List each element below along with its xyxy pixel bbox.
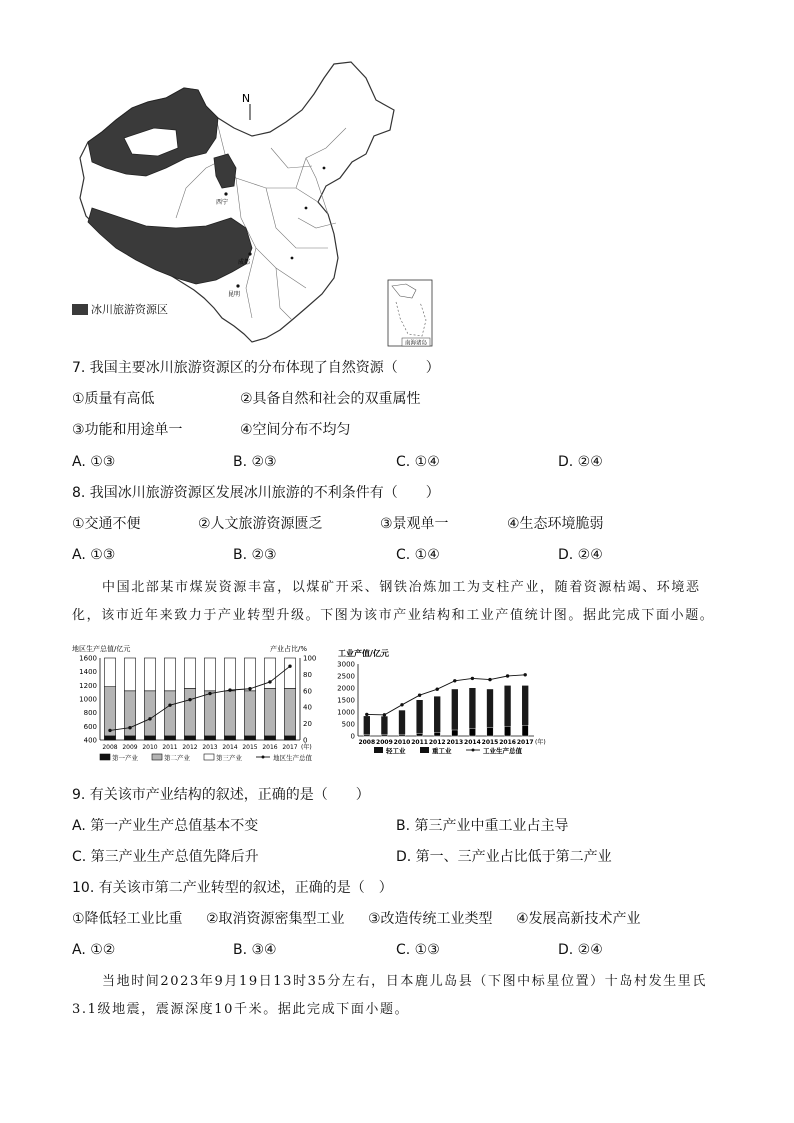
gdp-point (148, 717, 151, 720)
q9-option-d[interactable]: D. 第一、三产业占比低于第二产业 (396, 849, 612, 865)
city-label: 西宁 (216, 199, 229, 206)
bar-轻工业 (364, 735, 370, 736)
q7-stem: 7. 我国主要冰川旅游资源区的分布体现了自然资源（ ） (72, 360, 440, 376)
x-tick-label: 2016 (262, 744, 278, 751)
y-tick-label: 400 (83, 736, 97, 745)
y-tick-label: 1600 (79, 654, 97, 663)
total-output-point (436, 688, 439, 691)
city-dot (305, 207, 308, 210)
china-outline (80, 62, 394, 342)
bar-第二产业 (104, 687, 115, 736)
legend-marker (262, 756, 265, 759)
legend-label: 工业生产总值 (483, 747, 522, 755)
q9-option-b[interactable]: B. 第三产业中重工业占主导 (396, 818, 569, 834)
legend-swatch (152, 754, 162, 760)
city-label: 昆明 (228, 291, 241, 298)
q10-option-c[interactable]: C. ①③ (396, 942, 440, 958)
city-dot (323, 167, 326, 170)
y-tick-label: 1400 (79, 668, 97, 677)
q9-stem: 9. 有关该市产业结构的叙述，正确的是（ ） (72, 787, 370, 803)
q8-statement: ③景观单一 (380, 516, 449, 532)
x-tick-label: 2012 (428, 739, 446, 746)
q9-option-c[interactable]: C. 第三产业生产总值先降后升 (72, 849, 259, 865)
x-tick-label: 2013 (446, 739, 464, 746)
y-tick-label: 0 (350, 732, 355, 741)
q9-option-a[interactable]: A. 第一产业生产总值基本不变 (72, 818, 259, 834)
gdp-point (108, 729, 111, 732)
legend-swatch (374, 747, 383, 753)
gdp-point (168, 703, 171, 706)
gdp-point (208, 692, 211, 695)
bar-第一产业 (104, 736, 115, 740)
x-tick-label: 2010 (393, 739, 411, 746)
y-tick-label: 3000 (337, 660, 355, 669)
total-output-point (471, 677, 474, 680)
q8-statement: ②人文旅游资源匮乏 (198, 516, 323, 532)
city-dot (248, 252, 251, 255)
x-tick-label: 2014 (222, 744, 238, 751)
gdp-point (188, 698, 191, 701)
total-output-point (453, 679, 456, 682)
bar-轻工业 (522, 725, 528, 736)
q10-statement: ②取消资源密集型工业 (206, 911, 345, 927)
q8-stem: 8. 我国冰川旅游资源区发展冰川旅游的不利条件有（ ） (72, 485, 440, 501)
x-tick-label: 2011 (162, 744, 178, 751)
x-tick-label: 2017 (516, 739, 534, 746)
bar-第三产业 (204, 658, 215, 691)
total-output-point (400, 703, 403, 706)
bar-第二产业 (164, 691, 175, 736)
bar-重工业 (364, 716, 370, 736)
bar-重工业 (381, 716, 387, 736)
total-output-line (367, 675, 525, 715)
bar-第一产业 (244, 736, 255, 740)
passage-earthquake: 当地时间2023年9月19日13时35分左右，日本鹿儿岛县（下图中标星位置）十岛村发生里氏3.1级地震，震源深度10千米。据此完成下面小题。 (72, 974, 707, 1017)
q7-statement: ③功能和用途单一 (72, 422, 183, 438)
bar-第一产业 (204, 736, 215, 740)
x-tick-label: 2008 (358, 739, 376, 746)
x-axis-label: (年) (535, 739, 546, 746)
total-output-point (488, 678, 491, 681)
bar-重工业 (416, 700, 422, 736)
q8-option-d[interactable]: D. ②④ (558, 547, 603, 563)
q10-option-d[interactable]: D. ②④ (558, 942, 603, 958)
total-output-point (418, 694, 421, 697)
legend-swatch (420, 747, 429, 753)
y2-tick-label: 100 (303, 654, 317, 663)
q10-option-a[interactable]: A. ①② (72, 942, 116, 958)
y-tick-label: 500 (341, 720, 355, 729)
legend-label: 冰川旅游资源区 (91, 303, 168, 316)
bar-轻工业 (381, 735, 387, 736)
x-tick-label: 2012 (182, 744, 198, 751)
gdp-point (268, 680, 271, 683)
bar-第三产业 (104, 658, 115, 687)
y2-tick-label: 40 (303, 703, 312, 712)
north-label: N (241, 92, 251, 105)
city-label: 成都 (238, 259, 251, 266)
gdp-line (110, 666, 290, 730)
q8-option-a[interactable]: A. ①③ (72, 547, 116, 563)
bar-第三产业 (164, 658, 175, 691)
y-tick-label: 1500 (337, 696, 355, 705)
bar-第二产业 (204, 691, 215, 736)
x-axis-label: (年) (301, 744, 312, 751)
bar-第二产业 (224, 691, 235, 736)
total-output-point (506, 674, 509, 677)
y-axis-label: 地区生产总值/亿元 (72, 645, 131, 653)
bar-第二产业 (244, 691, 255, 736)
q8-statement: ①交通不便 (72, 516, 141, 532)
y-tick-label: 2000 (337, 684, 355, 693)
y2-tick-label: 80 (303, 670, 312, 679)
bar-第三产业 (264, 658, 275, 688)
x-tick-label: 2017 (282, 744, 298, 751)
bar-轻工业 (416, 734, 422, 736)
bar-第一产业 (124, 736, 135, 740)
legend-label: 轻工业 (386, 747, 406, 755)
legend-swatch (204, 754, 214, 760)
x-tick-label: 2010 (142, 744, 158, 751)
bar-第二产业 (284, 688, 295, 736)
y-tick-label: 1000 (337, 708, 355, 717)
q8-option-b[interactable]: B. ②③ (233, 547, 277, 563)
gdp-point (128, 726, 131, 729)
legend-label: 第一产业 (112, 754, 138, 762)
y2-tick-label: 20 (303, 720, 312, 729)
y-tick-label: 800 (83, 709, 97, 718)
industrial-output-chart (334, 644, 544, 758)
q7-option-d[interactable]: D. ②④ (558, 454, 603, 470)
inset-label: 南海诸岛 (404, 340, 428, 347)
x-tick-label: 2009 (376, 739, 393, 746)
city-dot (291, 257, 294, 260)
x-tick-label: 2009 (122, 744, 138, 751)
bar-第一产业 (224, 736, 235, 740)
bar-轻工业 (504, 726, 510, 736)
q7-statement: ①质量有高低 (72, 391, 155, 407)
bar-第一产业 (164, 736, 175, 740)
industry-structure-chart (70, 642, 360, 768)
q7-option-b[interactable]: B. ②③ (233, 454, 277, 470)
total-output-point (383, 713, 386, 716)
bar-第三产业 (284, 658, 295, 688)
legend-label: 第三产业 (216, 754, 242, 762)
y-axis-label: 工业产值/亿元 (338, 649, 389, 658)
x-tick-label: 2014 (464, 739, 481, 746)
q10-statement: ④发展高新技术产业 (516, 911, 641, 927)
bar-第三产业 (124, 658, 135, 691)
q7-statement: ④空间分布不均匀 (240, 422, 351, 438)
y2-tick-label: 0 (303, 736, 308, 745)
x-tick-label: 2013 (202, 744, 218, 751)
gdp-point (228, 688, 231, 691)
bar-第二产业 (184, 688, 195, 736)
bar-轻工业 (487, 728, 493, 736)
q10-statement: ①降低轻工业比重 (72, 911, 183, 927)
bar-重工业 (452, 689, 458, 736)
bar-轻工业 (452, 730, 458, 736)
passage-industry: 中国北部某市煤炭资源丰富，以煤矿开采、钢铁冶炼加工为支柱产业，随着资源枯竭、环境恶化，该市近年来致力于产业转型升级。下图为该市产业结构和工业产值统计图。据此完成下面小题。 (72, 580, 715, 623)
bar-第二产业 (144, 691, 155, 736)
legend-marker (472, 749, 475, 752)
gdp-point (248, 687, 251, 690)
bar-第一产业 (184, 736, 195, 740)
south-china-sea-inset (388, 280, 432, 346)
y2-axis-label: 产业占比/% (270, 645, 308, 653)
y-tick-label: 1200 (79, 681, 97, 690)
bar-重工业 (434, 696, 440, 736)
bar-第一产业 (264, 736, 275, 740)
bar-第一产业 (284, 736, 295, 740)
gdp-point (288, 665, 291, 668)
legend-label: 第二产业 (164, 754, 190, 762)
legend-label: 地区生产总值 (273, 754, 312, 762)
q8-option-c[interactable]: C. ①④ (396, 547, 440, 563)
y-tick-label: 2500 (337, 672, 355, 681)
bar-轻工业 (469, 729, 475, 736)
legend-swatch (100, 754, 110, 760)
q7-option-a[interactable]: A. ①③ (72, 454, 116, 470)
bar-第三产业 (184, 658, 195, 688)
q10-option-b[interactable]: B. ③④ (233, 942, 277, 958)
bar-轻工业 (434, 732, 440, 736)
bar-第一产业 (144, 736, 155, 740)
q7-option-c[interactable]: C. ①④ (396, 454, 440, 470)
total-output-point (365, 713, 368, 716)
bar-轻工业 (399, 734, 405, 736)
legend-label: 重工业 (432, 747, 452, 755)
q10-statement: ③改造传统工业类型 (368, 911, 493, 927)
q10-stem: 10. 有关该市第二产业转型的叙述，正确的是（ ） (72, 880, 393, 896)
bar-重工业 (399, 710, 405, 736)
y2-tick-label: 60 (303, 687, 312, 696)
city-dot (224, 192, 227, 195)
x-tick-label: 2015 (242, 744, 258, 751)
legend-swatch (72, 304, 88, 315)
bar-第三产业 (244, 658, 255, 691)
q8-statement: ④生态环境脆弱 (507, 516, 604, 532)
q7-statement: ②具备自然和社会的双重属性 (240, 391, 421, 407)
x-tick-label: 2015 (481, 739, 499, 746)
y-tick-label: 1000 (79, 695, 97, 704)
bar-第三产业 (144, 658, 155, 691)
y-tick-label: 600 (83, 722, 97, 731)
bar-第二产业 (264, 688, 275, 736)
x-tick-label: 2008 (102, 744, 118, 751)
x-tick-label: 2016 (499, 739, 516, 746)
bar-第三产业 (224, 658, 235, 691)
total-output-point (524, 673, 527, 676)
city-dot (236, 284, 239, 287)
x-tick-label: 2011 (411, 739, 428, 746)
